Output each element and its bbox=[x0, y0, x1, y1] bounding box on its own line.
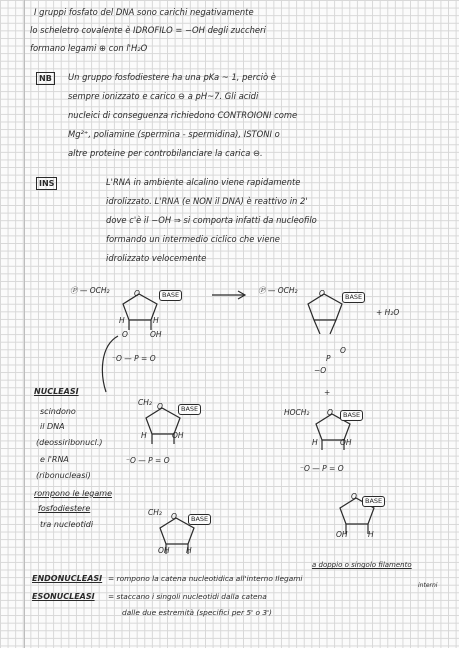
eso-label: ESONUCLEASI bbox=[32, 592, 95, 601]
base-right-middle: BASE bbox=[340, 410, 363, 421]
ins-line-3: dove c'è il −OH ⇒ si comporta infatti da nucleofilo bbox=[106, 215, 317, 225]
nucleasi-line-4: e l'RNA bbox=[40, 455, 69, 464]
nucleasi-line-2: il DNA bbox=[40, 422, 65, 431]
nucleasi-line-1: scindono bbox=[40, 407, 76, 416]
nucleasi-line-7: fosfodiestere bbox=[38, 504, 91, 513]
phosphate-right: ⁻O — P = O bbox=[300, 464, 344, 473]
nb-line-5: altre proteine per controbilanciare la carica ⊖. bbox=[68, 148, 263, 158]
nb-line-2: sempre ionizzato e carico ⊖ a pH~7. Gli acidi bbox=[68, 91, 259, 101]
ins-line-5: idrolizzato velocemente bbox=[106, 253, 207, 263]
p-och2-right: Ⓟ — OCH₂ bbox=[258, 286, 298, 295]
oh-right-bottom: OH bbox=[336, 530, 348, 539]
base-middle: BASE bbox=[178, 404, 201, 415]
ring-o-right-middle: O bbox=[327, 408, 333, 417]
attack-arrow bbox=[96, 334, 126, 394]
annotation-top: a doppio o singolo filamento bbox=[312, 561, 412, 569]
base-top-left: BASE bbox=[159, 290, 182, 301]
nucleasi-line-5: (ribonucleasi) bbox=[36, 471, 91, 480]
hoch2-right: HOCH₂ bbox=[284, 408, 310, 417]
endo-label: ENDONUCLEASI bbox=[32, 574, 103, 583]
oh-middle: OH bbox=[172, 431, 184, 440]
nb-tag: NB bbox=[36, 72, 55, 85]
h2o-product: + H₂O bbox=[376, 308, 400, 317]
ring-o-middle: O bbox=[157, 402, 163, 411]
ring-o-cyclic: O bbox=[319, 289, 325, 298]
p-och2-left: Ⓟ — OCH₂ bbox=[70, 286, 110, 295]
eso-text-2: dalle due estremità (specifici per 5' o 3') bbox=[122, 608, 272, 617]
ins-line-2: idrolizzato. L'RNA (e NON il DNA) è reattivo in 2' bbox=[106, 196, 308, 206]
margin-line bbox=[24, 0, 25, 648]
endo-text: = rompono la catena nucleotidica all'interno Ilegami bbox=[108, 574, 303, 583]
base-right-bottom: BASE bbox=[362, 496, 385, 507]
ins-line-1: L'RNA in ambiente alcalino viene rapidamente bbox=[106, 177, 301, 187]
cyclic-o: O bbox=[340, 346, 346, 355]
eso-text: = staccano i singoli nucleotidi dalla catena bbox=[108, 592, 267, 601]
intro-line-2: lo scheletro covalente è IDROFILO = −OH degli zuccheri bbox=[30, 25, 266, 35]
oh-right-middle: OH bbox=[340, 438, 352, 447]
oh-bottom: OH bbox=[158, 546, 170, 555]
base-cyclic: BASE bbox=[342, 292, 365, 303]
nb-line-4: Mg²⁺, poliamine (spermina - spermidina), ISTONI o bbox=[68, 129, 280, 139]
cyclic-p: P bbox=[326, 354, 331, 363]
intro-line-1: I gruppi fosfato del DNA sono carichi negativamente bbox=[34, 7, 254, 17]
h-top-left-2: H bbox=[153, 316, 159, 325]
ring-o-bottom: O bbox=[171, 512, 177, 521]
nb-line-1: Un gruppo fosfodiestere ha una pKa ~ 1, perciò è bbox=[68, 72, 276, 82]
phosphate-1: ⁻O — P = O bbox=[112, 354, 156, 363]
ring-o-top-left: O bbox=[134, 289, 140, 298]
cyclic-minus-o: −O bbox=[314, 366, 327, 375]
nucleasi-line-3: (deossiribonucl.) bbox=[36, 438, 103, 447]
ch2-middle: CH₂ bbox=[138, 398, 152, 407]
reaction-arrow bbox=[212, 290, 248, 300]
h-right-middle: H bbox=[312, 438, 318, 447]
ins-tag: INS bbox=[36, 177, 57, 190]
nucleasi-title: NUCLEASI bbox=[34, 387, 79, 396]
h-bottom: H bbox=[186, 546, 192, 555]
annotation-side: interni bbox=[418, 582, 438, 589]
plus-sign: + bbox=[324, 388, 331, 397]
h-top-left-1: H bbox=[119, 316, 125, 325]
ins-line-4: formando un intermedio ciclico che viene bbox=[106, 234, 280, 244]
nb-line-3: nucleici di conseguenza richiedono CONTROIONI come bbox=[68, 110, 298, 120]
h-middle: H bbox=[141, 431, 147, 440]
phosphate-2: ⁻O — P = O bbox=[126, 456, 170, 465]
oh-top-left: OH bbox=[150, 330, 162, 339]
o-top-left: O bbox=[122, 330, 128, 339]
base-bottom: BASE bbox=[188, 514, 211, 525]
nucleasi-line-6: rompono le legame bbox=[34, 489, 112, 498]
nucleasi-line-8: tra nucleotidi bbox=[40, 520, 94, 529]
intro-line-3: formano legami ⊕ con l'H₂O bbox=[30, 43, 148, 53]
ch2-bottom: CH₂ bbox=[148, 508, 162, 517]
h-right-bottom: H bbox=[368, 530, 374, 539]
ring-o-right-bottom: O bbox=[351, 492, 357, 501]
